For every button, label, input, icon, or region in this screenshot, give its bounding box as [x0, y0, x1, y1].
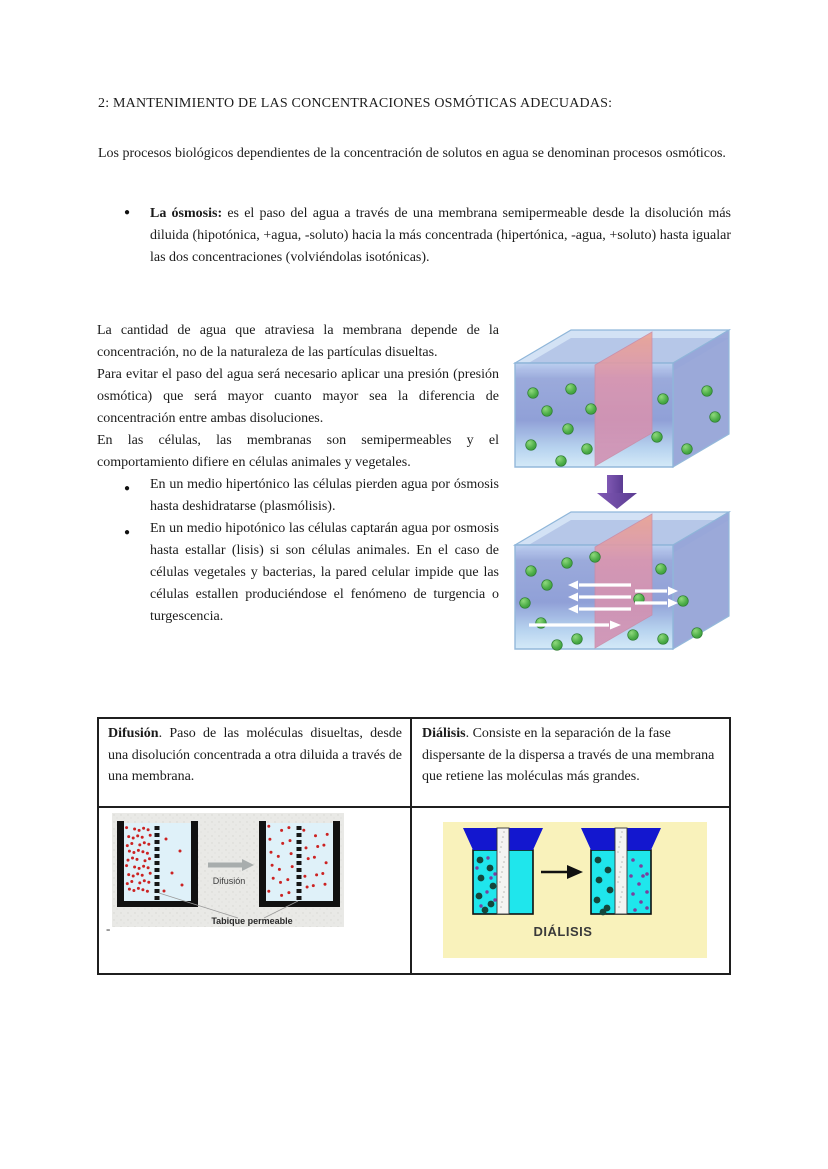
intro-paragraph: Los procesos biológicos dependientes de la concentración de solutos en agua se denominan procesos osmóticos.	[98, 146, 726, 161]
dialisis-figure-cell	[412, 808, 729, 973]
diffusion-caption: Tabique permeable	[211, 916, 293, 926]
hypertonic-bullet-text: En un medio hipertónico las células pierden agua por ósmosis hasta deshidratarse (plasmólisis).	[150, 477, 499, 514]
osmosis-bullet-item	[124, 203, 731, 269]
beaker-after-diffusion	[259, 821, 340, 907]
diffusion-arrow-label: Difusión	[212, 876, 246, 886]
dialisis-definition-cell	[412, 719, 729, 808]
paragraph-water-quantity: La cantidad de agua que atraviesa la membrana depende de la concentración, no de la naturaleza de las partículas disueltas.	[97, 323, 499, 360]
dialysis-label: DIÁLISIS	[533, 924, 593, 939]
dialisis-definition-text: . Consiste en la separación de la fase dispersante de la dispersa a través de una membrana que retiene las moléculas más grandes.	[422, 726, 715, 785]
tank-after-osmosis	[515, 512, 729, 650]
bullet-icon: ●	[124, 207, 131, 218]
diffusion-illustration	[112, 813, 344, 937]
page-title: 2: MANTENIMIENTO DE LAS CONCENTRACIONES OSMÓTICAS ADECUADAS:	[98, 96, 613, 111]
difusion-figure-cell	[99, 808, 412, 973]
beaker-before-diffusion	[117, 821, 198, 907]
vessel-before-dialysis	[463, 828, 543, 914]
down-arrow-icon	[597, 475, 637, 509]
osmosis-definition-body: es el paso del agua a través de una membrana semipermeable desde la disolución más diluida (hipotónica, +agua, -soluto) hacia la más concentrada (hipertónica, -agua, +soluto) hasta igualar las dos concentraciones (volviéndolas isotónicas).	[150, 206, 731, 265]
paragraph-osmotic-pressure: Para evitar el paso del agua será necesario aplicar una presión (presión osmótica) que será mayor cuanto mayor sea la diferencia de concentración entre ambas disoluciones.	[97, 367, 499, 426]
bullet-icon: ●	[124, 483, 131, 494]
osmosis-term: La ósmosis:	[150, 206, 223, 221]
osmosis-definition	[150, 203, 731, 269]
dialysis-illustration	[443, 816, 707, 960]
osmosis-tanks-illustration	[511, 317, 739, 657]
stray-dash: -	[106, 921, 111, 936]
paragraph-cell-membranes: En las células, las membranas son semipermeables y el comportamiento difiere en células animales y vegetales.	[97, 433, 499, 470]
osmosis-text-column	[97, 320, 499, 628]
hypotonic-bullet-text: En un medio hipotónico las células captarán agua por osmosis hasta estallar (lisis) si son células animales. En el caso de células vegetales y bacterias, la pared celular impide que las células estallen produciéndose el fenómeno de turgencia o turgescencia.	[150, 521, 499, 624]
dialisis-term: Diálisis	[422, 726, 466, 741]
difusion-definition-cell	[99, 719, 412, 808]
tank-before-osmosis	[515, 330, 729, 467]
difusion-definition-text: . Paso de las moléculas disueltas, desde una disolución concentrada a otra diluida a través de una membrana.	[108, 726, 402, 785]
vessel-after-dialysis	[581, 828, 661, 915]
difusion-term: Difusión	[108, 726, 159, 741]
hypotonic-bullet-item	[97, 518, 499, 628]
dialysis-membrane	[615, 828, 627, 914]
dialysis-membrane	[497, 828, 509, 914]
osmosis-tanks-figure	[511, 317, 739, 657]
bullet-icon: ●	[124, 527, 131, 538]
hypertonic-bullet-item	[97, 474, 499, 518]
difusion-dialisis-table	[97, 717, 731, 975]
